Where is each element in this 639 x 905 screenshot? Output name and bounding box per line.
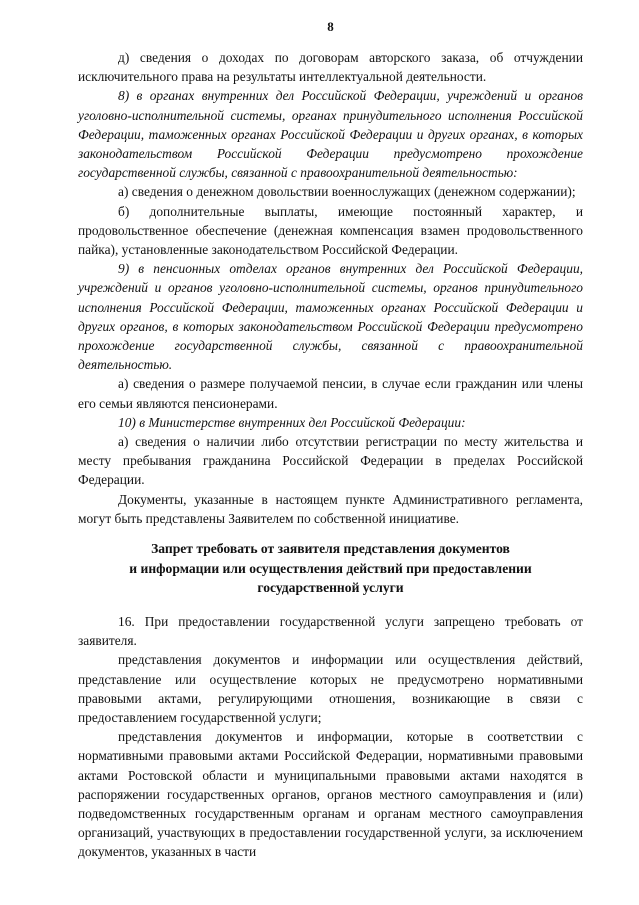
body-text-top <box>78 48 583 528</box>
paragraph-military-allowance: а) сведения о денежном довольствии военнослужащих (денежном содержании); <box>118 184 576 200</box>
section-heading <box>78 539 583 598</box>
section-heading-line-3: государственной услуги <box>257 580 404 595</box>
paragraph-ministry-internal-affairs: 10) в Министерстве внутренних дел Российской Федерации: <box>118 414 466 430</box>
paragraph-item-16: 16. При предоставлении государственной услуги запрещено требовать от заявителя. <box>78 614 583 649</box>
section-heading-line-1: Запрет требовать от заявителя представления документов <box>151 541 510 556</box>
body-text-bottom <box>78 612 583 862</box>
page-number: 8 <box>327 19 334 34</box>
paragraph-pension-amount: а) сведения о размере получаемой пенсии, в случае если гражданин или члены его семьи являются пенсионерами. <box>78 376 583 411</box>
section-heading-line-2: и информации или осуществления действий при предоставлении <box>129 560 532 576</box>
paragraph-prohibition-documents-in-possession: представления документов и информации, которые в соответствии с нормативными правовыми актами Российской Федерации, нормативными правовыми актами Ростовской области и муниципальными правовыми актами находятся в распоряжении государственных органов, органов местного самоуправления и (или) подведомственных государственным органам и органам местного самоуправления организаций, участвующих в предоставлении государственной услуги, за исключением документов, указанных в части <box>78 729 583 860</box>
paragraph-additional-payments: б) дополнительные выплаты, имеющие постоянный характер, и продовольственное обеспечение (денежная компенсация взамен продовольственного пайка), установленные законодательством Российской Федерации. <box>78 203 583 258</box>
paragraph-pension-departments: 9) в пенсионных отделах органов внутренних дел Российской Федерации, учреждений и органов уголовно-исполнительной системы, органов принудительного исполнения Российской Федерации, таможенных органах Российской Федерации и других органов, в которых законодательством Российской Федерации предусмотрено прохождение государственной службы, связанной с правоохранительной деятельностью. <box>78 261 583 373</box>
paragraph-income-copyright: д) сведения о доходах по договорам авторского заказа, об отчуждении исключительного права на результаты интеллектуальной деятельности. <box>78 50 583 85</box>
paragraph-prohibition-documents-actions: представления документов и информации или осуществления действий, представление или осуществление которых не предусмотрено нормативными правовыми актами, регулирующими отношения, возникающие в связи с предоставлением государственной услуги; <box>78 652 583 726</box>
paragraph-registration-info: а) сведения о наличии либо отсутствии регистрации по месту жительства и месту пребывания гражданина Российской Федерации в пределах Российской Федерации. <box>78 434 583 488</box>
paragraph-documents-own-initiative: Документы, указанные в настоящем пункте Административного регламента, могут быть представлены Заявителем по собственной инициативе. <box>78 491 583 526</box>
paragraph-internal-affairs-organs: 8) в органах внутренних дел Российской Федерации, учреждений и органов уголовно-исполнительной системы, органах принудительного исполнения Российской Федерации, таможенных органах Российской Федерации и других органах, в которых законодательством Российской Федерации предусмотрено прохождение государственной службы, связанной с правоохранительной деятельностью: <box>78 88 583 181</box>
